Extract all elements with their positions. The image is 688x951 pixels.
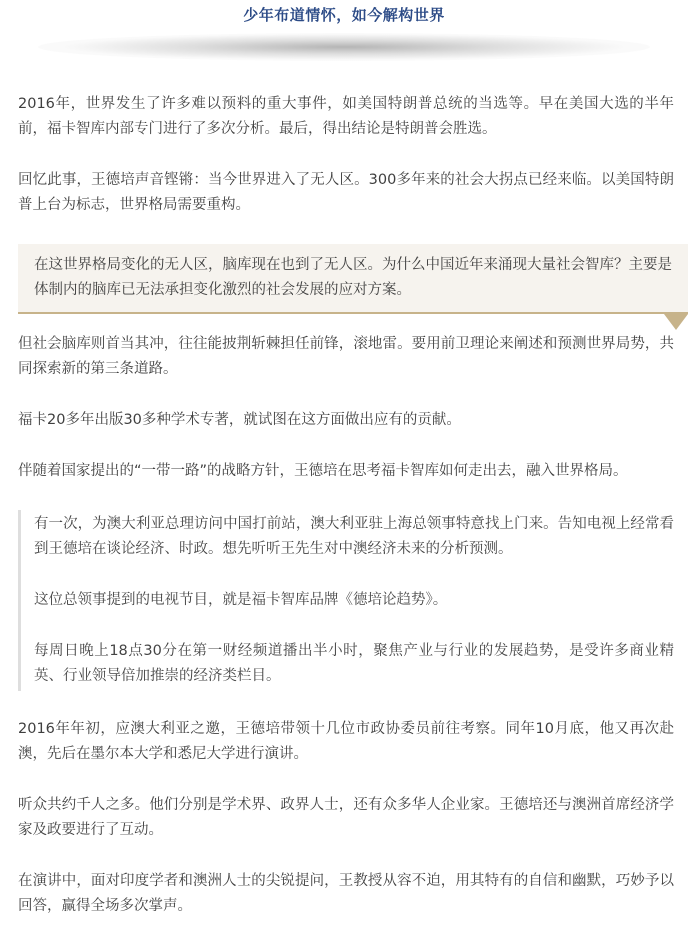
quote-paragraph: 每周日晚上18点30分在第一财经频道播出半小时，聚焦产业与行业的发展趋势，是受许多商业精英、行业领导倍加推崇的经济类栏目。 — [34, 643, 674, 684]
paragraph: 在演讲中，面对印度学者和澳洲人士的尖锐提问，王教授从容不迫，用其特有的自信和幽默，巧妙予以回答，赢得全场多次掌声。 — [18, 873, 674, 914]
highlight-callout — [18, 244, 688, 314]
paragraph: 伴随着国家提出的“一带一路”的战略方针，王德培在思考福卡智库如何走出去，融入世界格局。 — [18, 463, 628, 479]
section-header — [0, 0, 688, 92]
paragraph: 2016年，世界发生了许多难以预料的重大事件，如美国特朗普总统的当选等。早在美国大选的半年前，福卡智库内部专门进行了多次分析。最后，得出结论是特朗普会胜选。 — [18, 96, 674, 137]
paragraph: 听众共约千人之多。他们分别是学术界、政界人士，还有众多华人企业家。王德培还与澳洲首席经济学家及政要进行了互动。 — [18, 797, 674, 838]
title-shadow-divider — [38, 33, 650, 61]
callout-text: 在这世界格局变化的无人区，脑库现在也到了无人区。为什么中国近年来涌现大量社会智库？主要是体制内的脑库已无法承担变化激烈的社会发展的应对方案。 — [34, 257, 672, 298]
quote-paragraph: 有一次，为澳大利亚总理访问中国打前站，澳大利亚驻上海总领事特意找上门来。告知电视上经常看到王德培在谈论经济、时政。想先听听王先生对中澳经济未来的分析预测。 — [34, 516, 674, 557]
callout-corner-triangle — [664, 314, 688, 330]
paragraph: 回忆此事，王德培声音铿锵：当今世界进入了无人区。300多年来的社会大拐点已经来临。以美国特朗普上台为标志，世界格局需要重构。 — [18, 172, 674, 213]
paragraph: 福卡20多年出版30多种学术专著，就试图在这方面做出应有的贡献。 — [18, 412, 461, 428]
paragraph: 但社会脑库则首当其冲，往往能披荆斩棘担任前锋，滚地雷。要用前卫理论来阐述和预测世界局势，共同探索新的第三条道路。 — [18, 336, 674, 377]
blockquote — [18, 510, 688, 691]
paragraph: 2016年年初，应澳大利亚之邀，王德培带领十几位市政协委员前往考察。同年10月底，他又再次赴澳，先后在墨尔本大学和悉尼大学进行演讲。 — [18, 721, 674, 762]
section-title: 少年布道情怀，如今解构世界 — [243, 6, 445, 24]
quote-paragraph: 这位总领事提到的电视节目，就是福卡智库品牌《德培论趋势》。 — [34, 592, 448, 608]
